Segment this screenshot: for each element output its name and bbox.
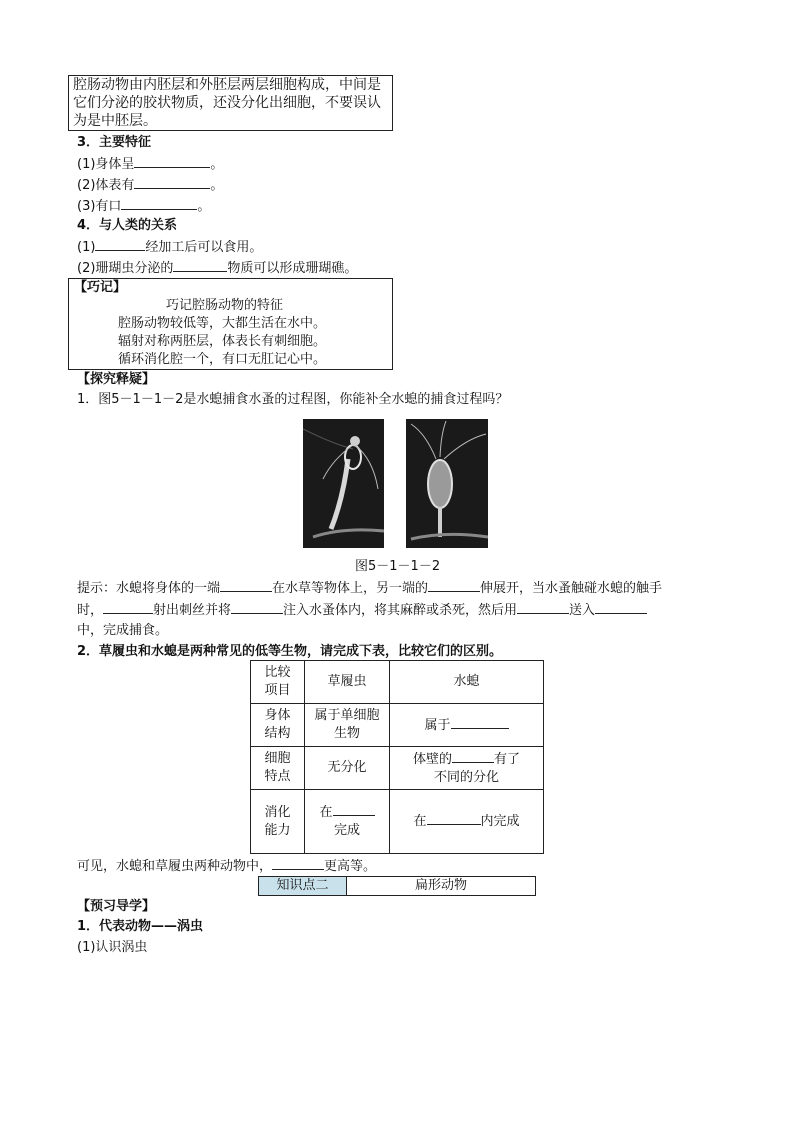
hint-part-e: 射出刺丝并将 [153,603,232,618]
figure-caption: 图5－1－1－2 [355,559,441,574]
hint-blank-4[interactable] [231,601,283,614]
table-row3-paramecium: 在 完成 [305,790,390,854]
feature-item-3-blank[interactable] [121,197,197,210]
hint-blank-1[interactable] [220,579,272,592]
table-row1-label: 身体 结构 [251,704,305,747]
feature-item-2 [77,176,223,194]
feature-item-2-suffix: 。 [210,178,224,193]
hint-line-3: 中，完成捕食。 [77,623,169,638]
hint-part-b: 在水草等物体上，另一端的 [272,581,429,596]
table-row1-blank[interactable] [451,716,509,729]
intro-note-line-1: 腔肠动物由内胚层和外胚层两层细胞构成，中间是 [73,77,381,93]
table-row2-paramecium: 无分化 [305,747,390,790]
feature-item-1 [77,155,223,173]
relation-item-1 [77,238,262,256]
feature-item-2-prefix: (2)体表有 [77,178,135,193]
knowledge-point-label: 知识点二 [259,877,347,895]
hint-part-d: 时， [77,603,104,618]
explore-tag: 【探究释疑】 [77,372,156,387]
conclusion-prefix: 可见，水螅和草履虫两种动物中， [77,859,273,874]
comparison-table [250,660,544,854]
table-header-paramecium: 草履虫 [305,661,390,704]
table-row [251,790,544,854]
relation-item-2-prefix: (2)珊瑚虫分泌的 [77,261,174,276]
feature-item-3-suffix: 。 [197,199,211,214]
hint-part-c: 伸展开，当水蚤触碰水螅的触手 [480,581,663,596]
hint-part-g: 送入 [569,603,596,618]
table-header-hydra: 水螅 [390,661,544,704]
table-row2-label: 细胞 特点 [251,747,305,790]
conclusion-suffix: 更高等。 [324,859,377,874]
feature-item-3 [77,197,210,215]
relation-item-1-blank[interactable] [95,238,145,251]
table-row2-blank[interactable] [452,750,494,763]
hint-blank-5[interactable] [517,601,569,614]
relation-heading: 4．与人类的关系 [77,218,178,233]
conclusion-blank[interactable] [272,857,324,870]
feature-item-1-suffix: 。 [210,157,224,172]
relation-item-1-prefix: (1) [77,240,96,255]
feature-item-1-blank[interactable] [134,155,210,168]
feature-item-2-blank[interactable] [134,176,210,189]
hint-part-f: 注入水蚤体内，将其麻醉或杀死，然后用 [283,603,518,618]
preview-tag: 【预习导学】 [77,899,156,914]
explore-question-2: 2．草履虫和水螅是两种常见的低等生物，请完成下表，比较它们的区别。 [77,644,503,659]
relation-item-1-suffix: 经加工后可以食用。 [145,240,263,255]
preview-sub-1: (1)认识涡虫 [77,940,148,955]
relation-item-2-blank[interactable] [173,259,227,272]
intro-note-line-2: 它们分泌的胶状物质，还没分化出细胞，不要误认 [73,95,381,111]
table-header-item: 比较 项目 [251,661,305,704]
memory-line-1: 腔肠动物较低等，大都生活在水中。 [118,316,327,331]
features-heading: 3．主要特征 [77,135,152,150]
feature-item-1-prefix: (1)身体呈 [77,157,135,172]
explore-question-1: 1．图5－1－1－2是水螅捕食水蚤的过程图，你能补全水螅的捕食过程吗？ [77,392,509,407]
table-row1-hydra: 属于 [390,704,544,747]
memory-title: 巧记腔肠动物的特征 [166,298,284,313]
hydra-illustration-left [303,419,384,548]
table-row3-blank-1[interactable] [333,803,375,816]
table-row2-hydra: 体壁的 有了 不同的分化 [390,747,544,790]
table-row3-hydra: 在 内完成 [390,790,544,854]
hint-blank-3[interactable] [103,601,153,614]
hint-part-a: 提示：水螅将身体的一端 [77,581,221,596]
hint-line-1 [77,579,662,597]
relation-item-2-suffix: 物质可以形成珊瑚礁。 [227,261,358,276]
feature-item-3-prefix: (3)有口 [77,199,122,214]
table-row3-blank-2[interactable] [427,812,481,825]
table-row [251,704,544,747]
knowledge-point-title: 扁形动物 [414,878,467,893]
preview-item-1: 1．代表动物——涡虫 [77,919,204,934]
memory-line-2: 辐射对称两胚层，体表长有刺细胞。 [118,334,327,349]
hydra-photo-right [406,419,488,548]
hydra-photo-left [303,419,384,548]
hydra-illustration-right [406,419,488,548]
table-row [251,661,544,704]
intro-note-line-3: 为是中胚层。 [73,113,157,129]
hint-blank-6[interactable] [595,601,647,614]
table-row1-paramecium: 属于单细胞 生物 [305,704,390,747]
table-row [251,747,544,790]
memory-tag: 【巧记】 [74,280,127,295]
table-row3-label: 消化 能力 [251,790,305,854]
relation-item-2 [77,259,357,277]
hint-line-2 [77,601,647,619]
knowledge-point-bar [258,876,536,896]
conclusion [77,857,376,875]
hint-blank-2[interactable] [428,579,480,592]
memory-line-3: 循环消化腔一个，有口无肛记心中。 [118,352,327,367]
